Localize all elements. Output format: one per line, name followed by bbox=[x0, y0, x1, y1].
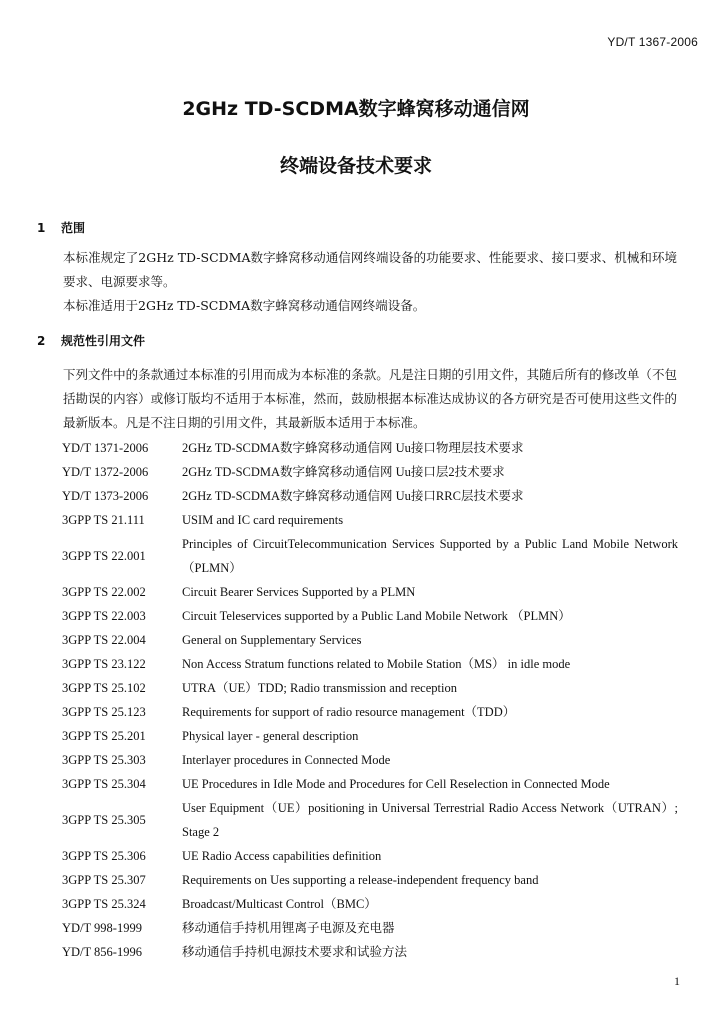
references-intro-text: 下列文件中的条款通过本标准的引用而成为本标准的条款。凡是注日期的引用文件，其随后所有的修改单（不包括勘误的内容）或修订版均不适用于本标准，然而，鼓励根据本标准达成协议的各方研究是否可使用这些文件的最新版本。凡是不注日期的引用文件，其最新版本适用于本标准。 bbox=[63, 367, 677, 430]
reference-row bbox=[0, 676, 712, 700]
reference-code: 3GPP TS 22.001 bbox=[62, 548, 146, 563]
reference-title: 2GHz TD-SCDMA数字蜂窝移动通信网 Uu接口层2技术要求 bbox=[182, 465, 505, 479]
reference-title: User Equipment（UE）positioning in Universal Terrestrial Radio Access Network（UTRAN）; Stage 2 bbox=[182, 801, 678, 839]
reference-title: Physical layer - general description bbox=[182, 729, 359, 743]
section-title: 范围 bbox=[61, 221, 86, 235]
scope-text-2: 本标准适用于2GHz TD-SCDMA数字蜂窝移动通信网终端设备。 bbox=[63, 298, 426, 313]
reference-code: 3GPP TS 22.002 bbox=[62, 584, 146, 599]
section-number: 2 bbox=[37, 334, 46, 348]
reference-code: YD/T 998-1999 bbox=[62, 920, 142, 935]
reference-row bbox=[0, 844, 712, 868]
reference-code: 3GPP TS 21.111 bbox=[62, 512, 145, 527]
reference-code: YD/T 1372-2006 bbox=[62, 464, 149, 479]
reference-title: Broadcast/Multicast Control（BMC） bbox=[182, 897, 377, 911]
reference-title: 移动通信手持机用锂离子电源及充电器 bbox=[182, 921, 395, 935]
reference-row bbox=[0, 436, 712, 460]
scope-text-1: 本标准规定了2GHz TD-SCDMA数字蜂窝移动通信网终端设备的功能要求、性能要求、接口要求、机械和环境要求、电源要求等。 bbox=[63, 250, 677, 289]
reference-code: 3GPP TS 25.306 bbox=[62, 848, 146, 863]
reference-code: 3GPP TS 22.003 bbox=[62, 608, 146, 623]
reference-code: 3GPP TS 22.004 bbox=[62, 632, 146, 647]
document-title: 2GHz TD-SCDMA数字蜂窝移动通信网 bbox=[182, 98, 530, 120]
reference-row bbox=[0, 700, 712, 724]
reference-title: Principles of CircuitTelecommunication Services Supported by a Public Land Mobile Network（PLMN） bbox=[182, 537, 678, 575]
section-number: 1 bbox=[37, 221, 46, 235]
reference-code: 3GPP TS 25.102 bbox=[62, 680, 146, 695]
reference-code: YD/T 856-1996 bbox=[62, 944, 142, 959]
reference-title: USIM and IC card requirements bbox=[182, 513, 344, 527]
reference-row bbox=[0, 532, 712, 580]
reference-title: 2GHz TD-SCDMA数字蜂窝移动通信网 Uu接口RRC层技术要求 bbox=[182, 489, 524, 503]
reference-row bbox=[0, 484, 712, 508]
reference-row bbox=[0, 748, 712, 772]
reference-code: 3GPP TS 25.303 bbox=[62, 752, 146, 767]
reference-code: 3GPP TS 25.201 bbox=[62, 728, 146, 743]
reference-code: 3GPP TS 25.305 bbox=[62, 812, 146, 827]
section-title: 规范性引用文件 bbox=[61, 334, 146, 348]
reference-code: 3GPP TS 25.304 bbox=[62, 776, 146, 791]
reference-row bbox=[0, 580, 712, 604]
reference-row bbox=[0, 916, 712, 940]
reference-list bbox=[0, 436, 712, 964]
reference-code: 3GPP TS 25.123 bbox=[62, 704, 146, 719]
reference-title: Circuit Bearer Services Supported by a PLMN bbox=[182, 585, 416, 599]
scope-paragraph-1 bbox=[37, 246, 677, 294]
reference-row bbox=[0, 724, 712, 748]
references-intro-paragraph bbox=[37, 363, 677, 435]
reference-row bbox=[0, 628, 712, 652]
reference-row bbox=[0, 868, 712, 892]
section-heading-references bbox=[37, 332, 145, 349]
reference-code: 3GPP TS 23.122 bbox=[62, 656, 146, 671]
reference-code: YD/T 1373-2006 bbox=[62, 488, 149, 503]
document-subtitle: 终端设备技术要求 bbox=[279, 155, 432, 177]
reference-row bbox=[0, 796, 712, 844]
page-number: 1 bbox=[674, 974, 680, 988]
reference-row bbox=[0, 508, 712, 532]
section-heading-scope bbox=[37, 219, 85, 236]
scope-paragraph-2 bbox=[37, 294, 677, 318]
reference-title: General on Supplementary Services bbox=[182, 633, 362, 647]
reference-code: 3GPP TS 25.324 bbox=[62, 896, 146, 911]
reference-row bbox=[0, 652, 712, 676]
reference-title: 移动通信手持机电源技术要求和试验方法 bbox=[182, 945, 408, 959]
reference-title: Requirements on Ues supporting a release-independent frequency band bbox=[182, 873, 539, 887]
reference-row bbox=[0, 940, 712, 964]
standard-code: YD/T 1367-2006 bbox=[607, 35, 698, 49]
reference-title: UTRA（UE）TDD; Radio transmission and reception bbox=[182, 681, 457, 695]
reference-title: UE Procedures in Idle Mode and Procedures for Cell Reselection in Connected Mode bbox=[182, 777, 610, 791]
reference-row bbox=[0, 604, 712, 628]
reference-row bbox=[0, 772, 712, 796]
reference-title: Non Access Stratum functions related to Mobile Station（MS） in idle mode bbox=[182, 657, 571, 671]
reference-title: Circuit Teleservices supported by a Public Land Mobile Network （PLMN） bbox=[182, 609, 571, 623]
reference-row bbox=[0, 460, 712, 484]
reference-title: Interlayer procedures in Connected Mode bbox=[182, 753, 391, 767]
reference-row bbox=[0, 892, 712, 916]
reference-title: UE Radio Access capabilities definition bbox=[182, 849, 382, 863]
reference-title: 2GHz TD-SCDMA数字蜂窝移动通信网 Uu接口物理层技术要求 bbox=[182, 441, 524, 455]
reference-code: YD/T 1371-2006 bbox=[62, 440, 149, 455]
reference-title: Requirements for support of radio resource management（TDD） bbox=[182, 705, 516, 719]
reference-code: 3GPP TS 25.307 bbox=[62, 872, 146, 887]
